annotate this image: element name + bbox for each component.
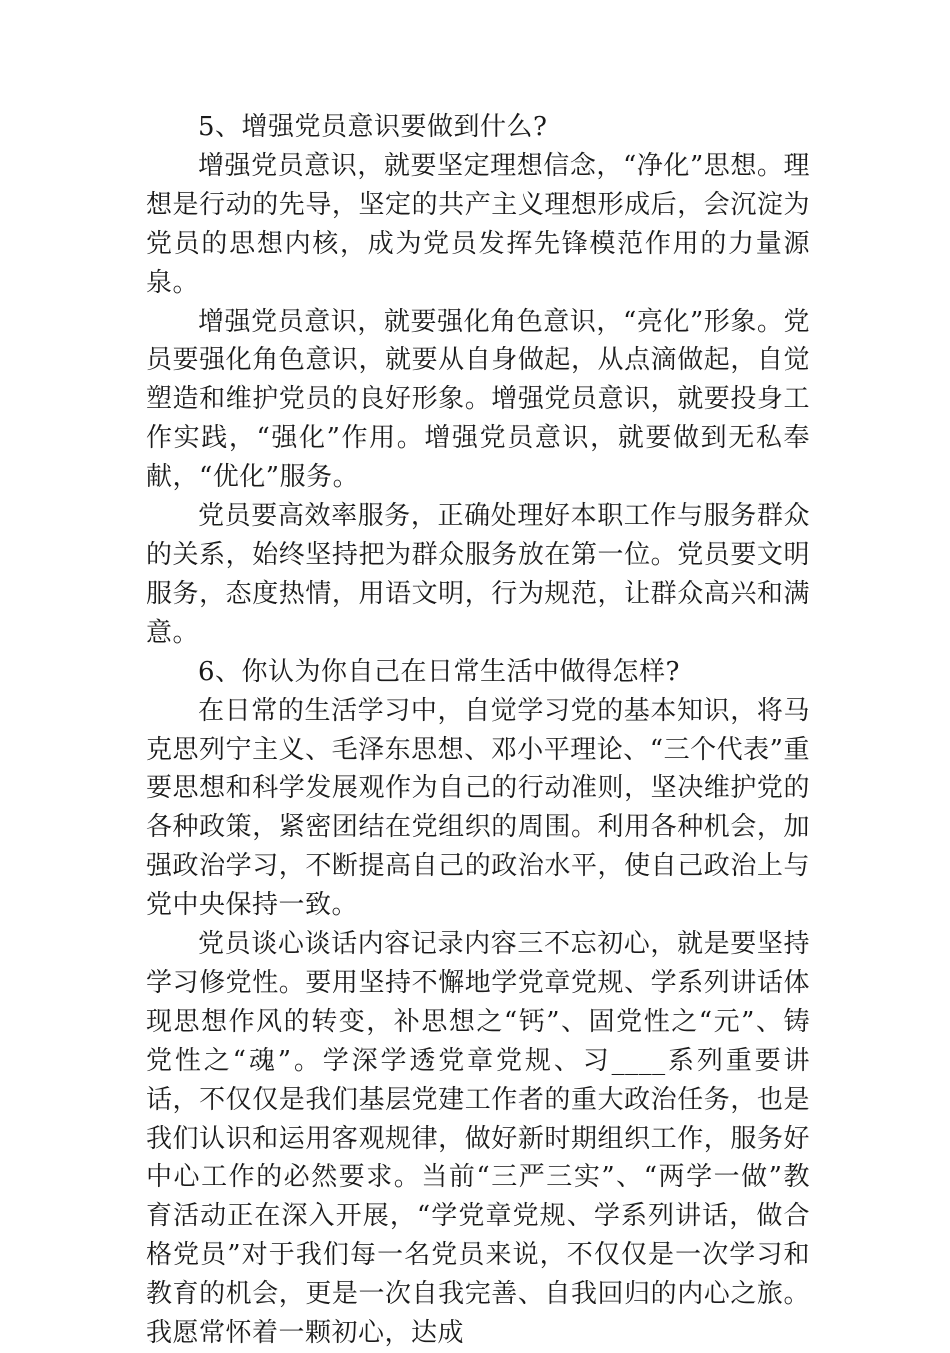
question-heading: 5、增强党员意识要做到什么? <box>198 112 548 142</box>
body-paragraph: 党员谈心谈话内容记录内容三不忘初心，就是要坚持学习修党性。要用坚持不懈地学党章党规、学系列讲话体现思想作风的转变，补思想之“钙”、固党性之“元”、铸党性之“魂”。学深学透党章党规、习____系列重要讲话，不仅仅是我们基层党建工作者的重大政治任务，也是我们认识和运用客观规律，做好新时期组织工作，服务好中心工作的必然要求。当前“三严三实”、“两学一做”教育活动正在深入开展，“学党章党规、学系列讲话，做合格党员”对于我们每一名党员来说，不仅仅是一次学习和教育的机会，更是一次自我完善、自我回归的内心之旅。我愿常怀着一颗初心，达成 <box>146 929 810 1349</box>
document-body <box>146 108 810 1353</box>
body-paragraph: 在日常的生活学习中，自觉学习党的基本知识，将马克思列宁主义、毛泽东思想、邓小平理论、“三个代表”重要思想和科学发展观作为自己的行动准则，坚决维护党的各种政策，紧密团结在党组织的周围。利用各种机会，加强政治学习，不断提高自己的政治水平，使自己政治上与党中央保持一致。 <box>146 695 810 921</box>
body-paragraph: 增强党员意识，就要坚定理想信念，“净化”思想。理想是行动的先导，坚定的共产主义理想形成后，会沉淀为党员的思想内核，成为党员发挥先锋模范作用的力量源泉。 <box>146 150 810 298</box>
body-paragraph: 增强党员意识，就要强化角色意识，“亮化”形象。党员要强化角色意识，就要从自身做起，从点滴做起，自觉塑造和维护党员的良好形象。增强党员意识，就要投身工作实践，“强化”作用。增强党员意识，就要做到无私奉献，“优化”服务。 <box>146 306 810 493</box>
body-paragraph: 党员要高效率服务，正确处理好本职工作与服务群众的关系，始终坚持把为群众服务放在第一位。党员要文明服务，态度热情，用语文明，行为规范，让群众高兴和满意。 <box>146 501 810 648</box>
question-heading: 6、你认为你自己在日常生活中做得怎样? <box>198 656 680 687</box>
